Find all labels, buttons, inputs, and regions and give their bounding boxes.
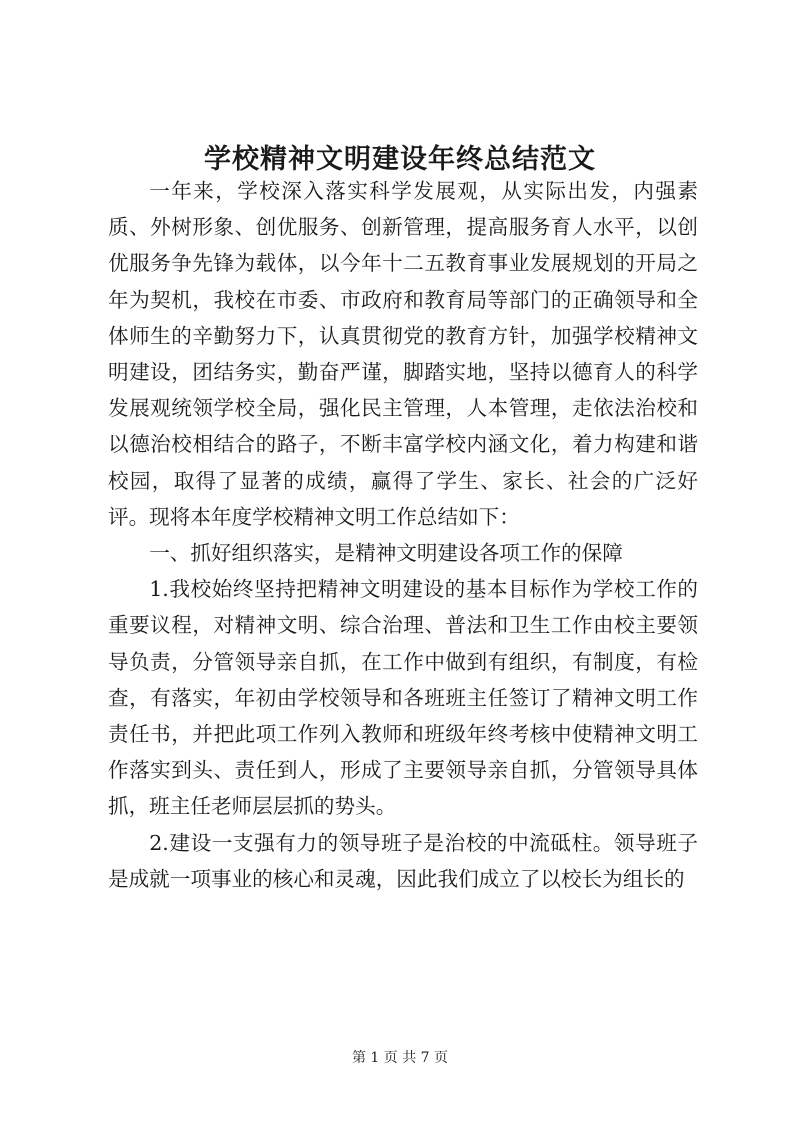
document-title: 学校精神文明建设年终总结范文 — [204, 144, 596, 175]
paragraph-item-1: 1.我校始终坚持把精神文明建设的基本目标作为学校工作的重要议程，对精神文明、综合治理、普法和卫生工作由校主要领导负责，分管领导亲自抓，在工作中做到有组织，有制度，有检查，有落实，年初由学校领导和各班班主任签订了精神文明工作责任书，并把此项工作列入教师和班级年终考核中使精神文明工作落实到头、责任到人，形成了主要领导亲自抓，分管领导具体抓，班主任老师层层抓的势头。 — [108, 577, 698, 819]
section-heading-1: 一、抓好组织落实，是精神文明建设各项工作的保障 — [149, 541, 623, 566]
page-footer: 第 1 页 共 7 页 — [351, 1050, 449, 1066]
paragraph-item-2: 2.建设一支强有力的领导班子是治校的中流砥柱。领导班子是成就一项事业的核心和灵魂，因此我们成立了以校长为组长的 — [108, 830, 698, 891]
paragraph-intro: 一年来，学校深入落实科学发展观，从实际出发，内强素质、外树形象、创优服务、创新管理，提高服务育人水平，以创优服务争先锋为载体，以今年十二五教育事业发展规划的开局之年为契机，我校在市委、市政府和教育局等部门的正确领导和全体师生的辛勤努力下，认真贯彻党的教育方针，加强学校精神文明建设，团结务实，勤奋严谨，脚踏实地，坚持以德育人的科学发展观统领学校全局，强化民主管理，人本管理，走依法治校和以德治校相结合的路子，不断丰富学校内涵文化，着力构建和谐校园，取得了显著的成绩，赢得了学生、家长、社会的广泛好评。现将本年度学校精神文明工作总结如下： — [108, 179, 698, 529]
document-body — [108, 173, 698, 897]
